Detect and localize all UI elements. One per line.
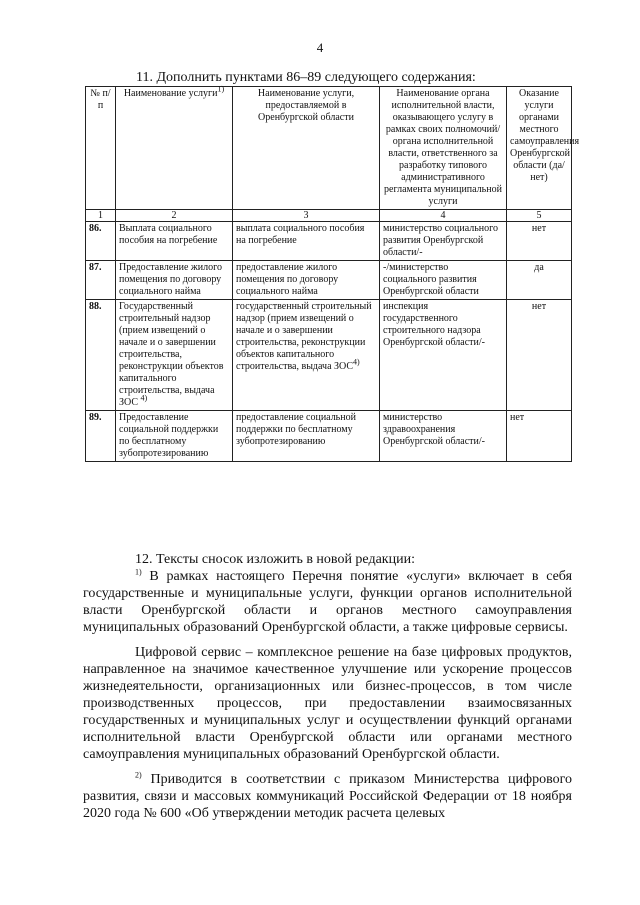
row-service-name: Выплата социального пособия на погребение <box>116 222 233 261</box>
header-service-name: Наименование услуги$^{1)}$ <box>116 87 233 210</box>
footnote-mark: 4) <box>353 357 360 367</box>
footnote-mark: 1) <box>135 567 142 577</box>
page-number: 4 <box>316 40 324 55</box>
row-service-name: Государственный строительный надзор (прием извещений о начале и о завершении строительства, реконструкции объектов капитального строительства, выдача ЗОС $^{4)}$ <box>116 300 233 411</box>
row-authority: министерство здравоохранения Оренбургской области/- <box>380 411 507 462</box>
row-regional-service: выплата социального пособия на погребение <box>233 222 380 261</box>
services-table <box>85 84 580 462</box>
header-footnote-mark: 1) <box>217 84 225 94</box>
digital-service-definition: Цифровой сервис – комплексное решение на базе цифровых продуктов, направленное на значимое качественное улучшение или ускорение процессов жизнедеятельности, организационных или бизнес-процессов, в том числе производственных процессов, при предоставлении взаимосвязанных государственных и муниципальных услуг и осуществлении функций органами исполнительной власти Оренбургской области или органами местного самоуправления муниципальных образований Оренбургской области. <box>83 645 572 762</box>
row-regional-service: предоставление жилого помещения по договору социального найма <box>233 261 380 300</box>
table-row <box>86 261 572 300</box>
row-authority: инспекция государственного строительного надзора Оренбургской области/- <box>380 300 507 411</box>
section-heading: 12. Тексты сносок изложить в новой редакции: <box>135 552 415 567</box>
table-row <box>86 222 572 261</box>
header-number: № п/п <box>86 87 116 210</box>
row-regional-service: предоставление социальной поддержки по бесплатному зубопротезированию <box>233 411 380 462</box>
row-local-flag: да <box>507 261 572 300</box>
footnote-mark: 4) <box>140 393 148 403</box>
header-authority: Наименование органа исполнительной власти, оказывающего услугу в рамках своих полномочий/органа исполнительной власти, ответственного за разработку типового административного регламента муниципальной услуги <box>380 87 507 210</box>
row-authority: министерство социального развития Оренбургской области/- <box>380 222 507 261</box>
row-regional-service: государственный строительный надзор (прием извещений о начале и о завершении строительства, реконструкции объектов капитального строительства, выдача ЗОС$^{4)}$ <box>233 300 380 411</box>
row-number: 86. <box>86 222 116 261</box>
table-row <box>86 411 572 462</box>
footnote-2-paragraph: $^{2)}$ Приводится в соответствии с приказом Министерства цифрового развития, связи и массовых коммуникаций Российской Федерации от 18 ноября 2020 года № 600 «Об утверждении методик расчета целевых <box>83 770 573 821</box>
row-number: 87. <box>86 261 116 300</box>
column-index: 1 <box>86 210 116 222</box>
row-number: 88. <box>86 300 116 411</box>
row-local-flag: нет <box>507 300 572 411</box>
row-authority: -/министерство социального развития Оренбургской области <box>380 261 507 300</box>
footnote-mark: 2) <box>135 770 142 780</box>
table-header-row <box>86 87 572 210</box>
column-index: 5 <box>507 210 572 222</box>
row-service-name: Предоставление социальной поддержки по бесплатному зубопротезированию <box>116 411 233 462</box>
footnotes-section <box>83 551 572 822</box>
header-regional-service: Наименование услуги, предоставляемой в Оренбургской области <box>233 87 380 210</box>
column-index-row <box>86 210 572 222</box>
row-local-flag: нет <box>507 411 572 462</box>
row-local-flag: нет <box>507 222 572 261</box>
footnote-1-paragraph: $^{1)}$ В рамках настоящего Перечня понятие «услуги» включает в себя государственные и муниципальные услуги, функции органов исполнительной власти Оренбургской области и органов местного самоуправления муниципальных образований Оренбургской области, а также цифровые сервисы. <box>83 567 573 635</box>
row-service-name: Предоставление жилого помещения по договору социального найма <box>116 261 233 300</box>
table-row <box>86 300 572 411</box>
column-index: 2 <box>116 210 233 222</box>
amendment-intro: 11. Дополнить пунктами 86–89 следующего содержания: <box>136 70 476 85</box>
column-index: 4 <box>380 210 507 222</box>
header-local-government: Оказание услуги органами местного самоуправления Оренбургской области (да/нет) <box>507 87 572 210</box>
column-index: 3 <box>233 210 380 222</box>
row-number: 89. <box>86 411 116 462</box>
